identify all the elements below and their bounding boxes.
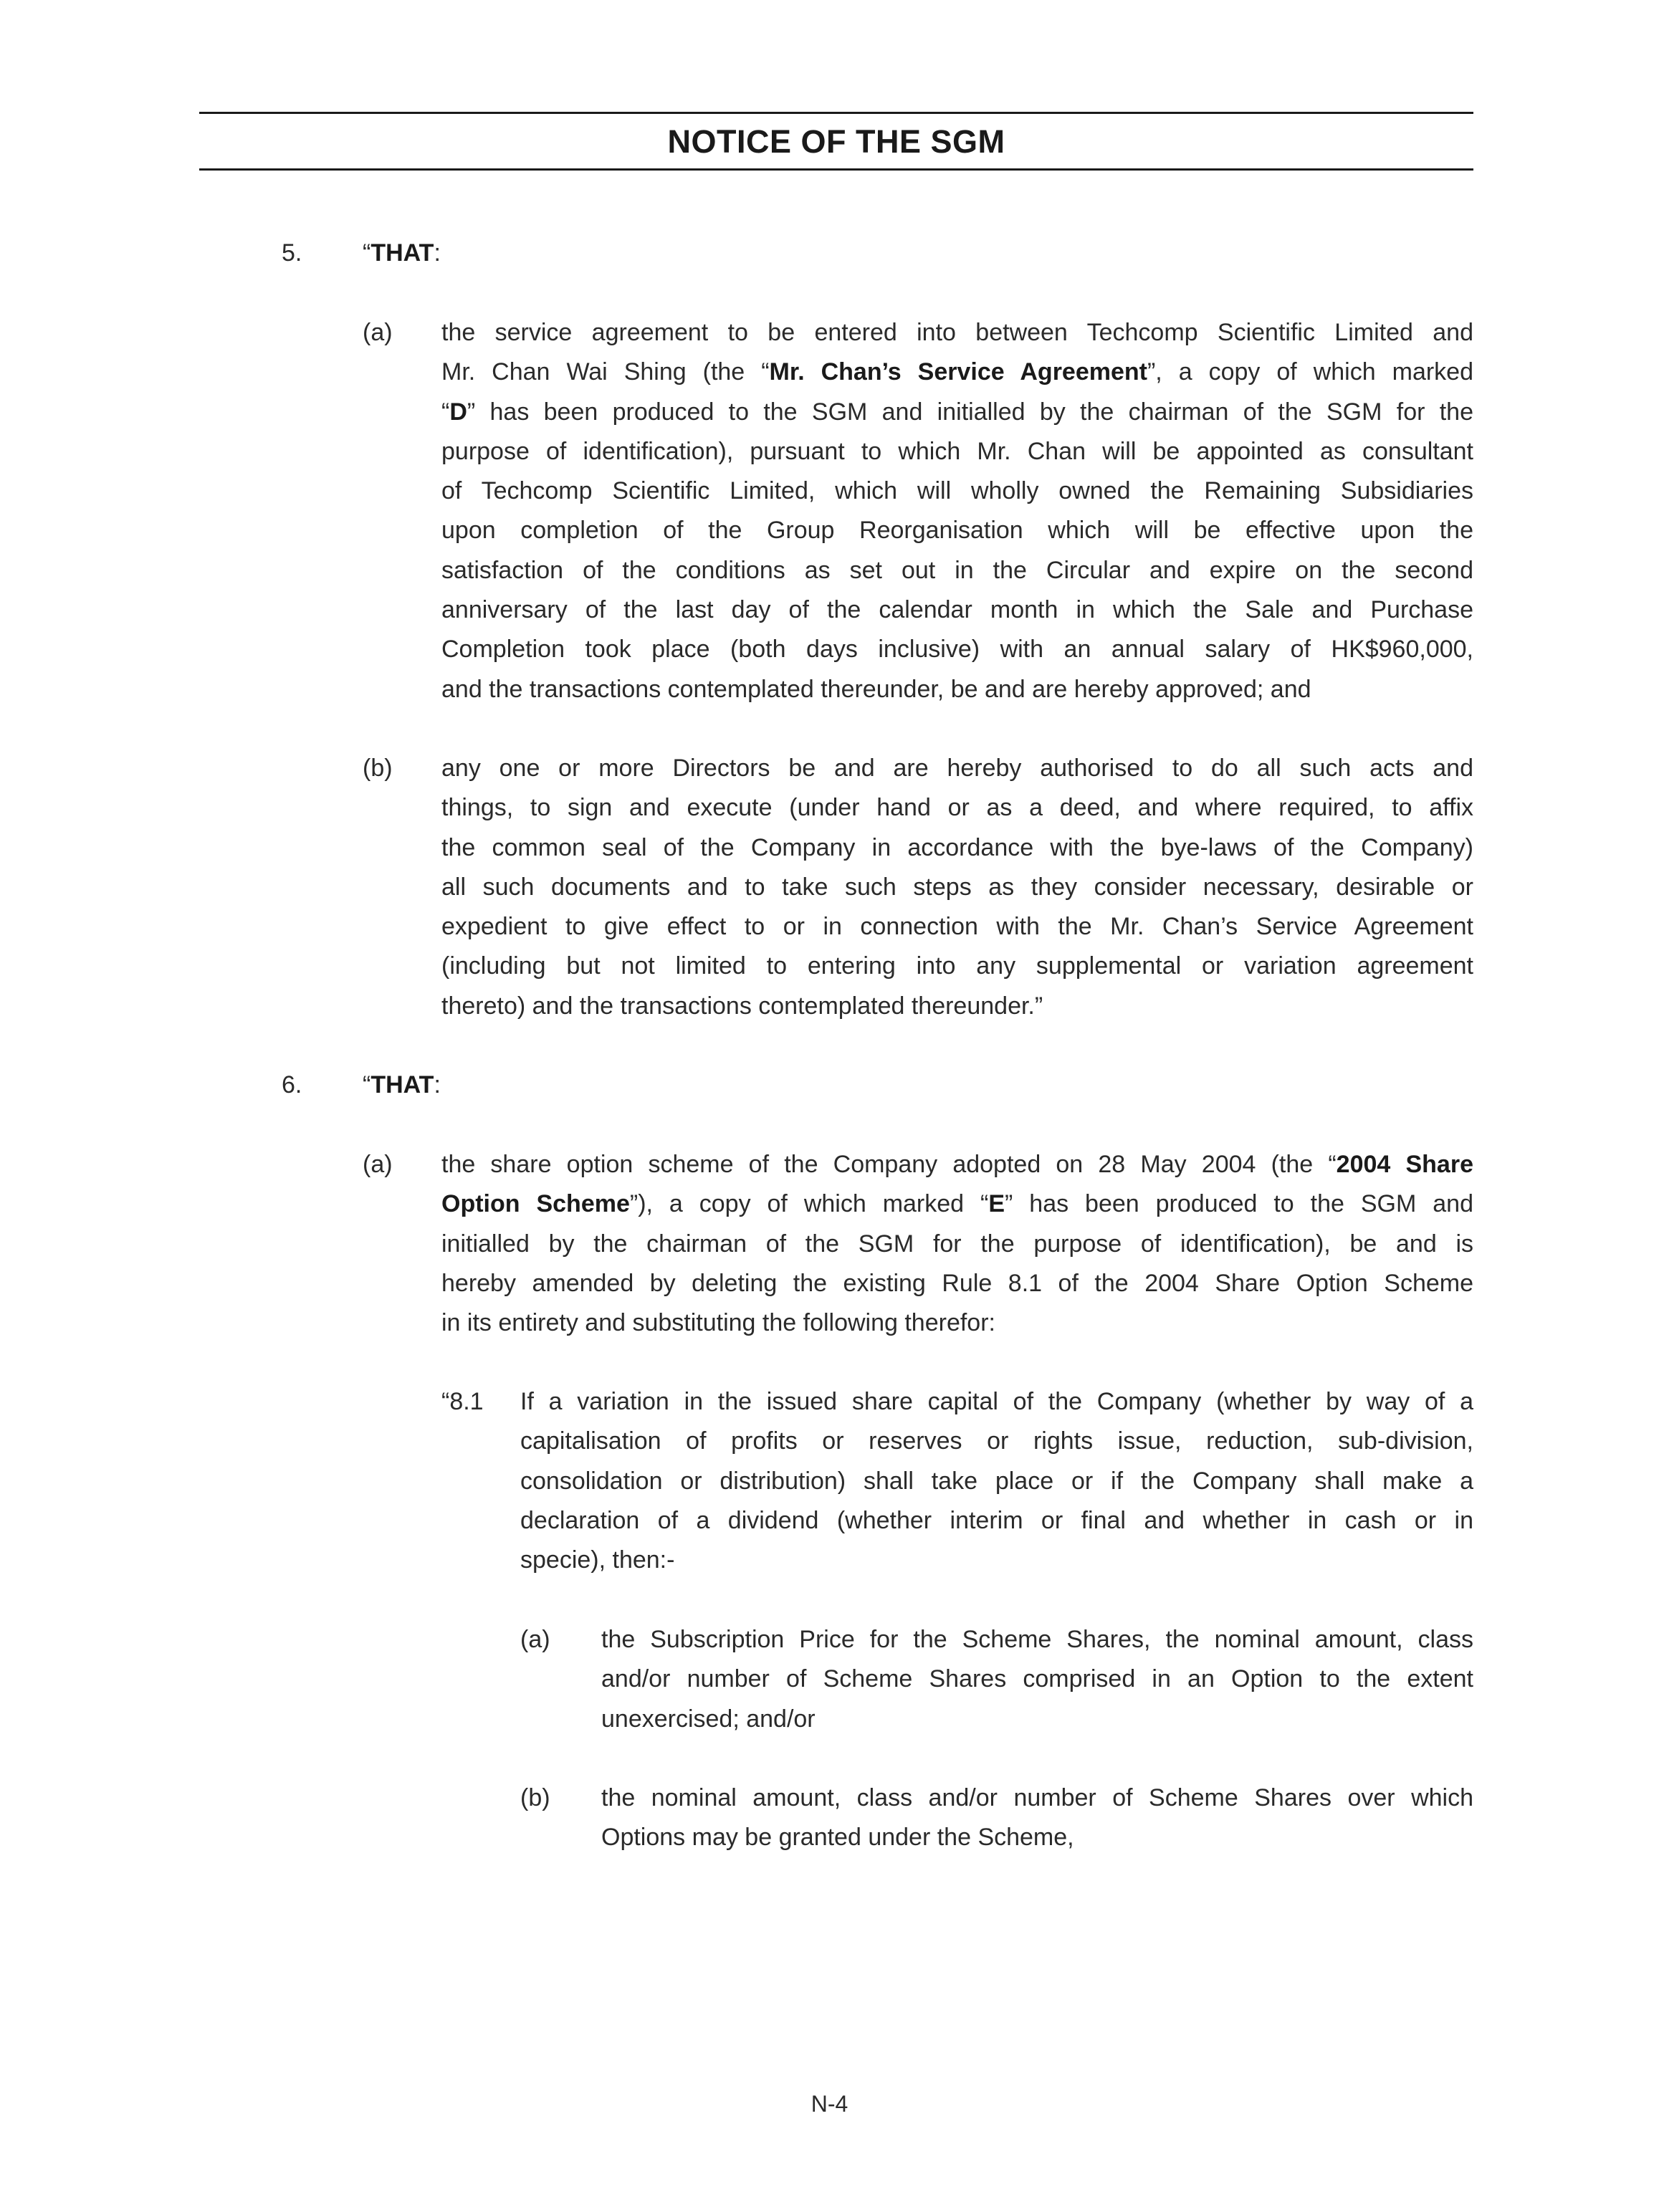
page-number: N-4 bbox=[811, 2091, 848, 2117]
text-line: Options may be granted under the Scheme, bbox=[601, 1824, 1074, 1852]
resolution-6-para-a-text bbox=[441, 1145, 1473, 1343]
text-line: declaration of a dividend (whether interim or final and whether in cash or in bbox=[520, 1506, 1473, 1534]
text-line: upon completion of the Group Reorganisation which will be effective upon the bbox=[441, 517, 1473, 545]
resolution-6-para-a-label: (a) bbox=[363, 1151, 393, 1178]
text-line: consolidation or distribution) shall take place or if the Company shall make a bbox=[520, 1467, 1473, 1495]
text-line: initialled by the chairman of the SGM for the purpose of identification), be and is bbox=[441, 1230, 1473, 1258]
resolution-5-para-a-label: (a) bbox=[363, 319, 393, 346]
text-line: and/or number of Scheme Shares comprised in an Option to the extent bbox=[601, 1665, 1473, 1693]
resolution-6-number: 6. bbox=[282, 1071, 302, 1098]
text-line: anniversary of the last day of the calendar month in which the Sale and Purchase bbox=[441, 596, 1473, 624]
text-line: the share option scheme of the Company adopted on 28 May 2004 (the “2004 Share bbox=[441, 1151, 1473, 1178]
rule-8-1-text bbox=[520, 1382, 1473, 1580]
text-line: “D” has been produced to the SGM and initialled by the chairman of the SGM for the bbox=[441, 398, 1473, 426]
text-line: satisfaction of the conditions as set out in the Circular and expire on the second bbox=[441, 556, 1473, 584]
text-line: purpose of identification), pursuant to which Mr. Chan will be appointed as consultant bbox=[441, 437, 1473, 465]
resolution-6-that: “THAT: bbox=[363, 1071, 441, 1098]
rule-8-1-sub-a-label: (a) bbox=[520, 1626, 550, 1653]
resolution-5-that: “THAT: bbox=[363, 239, 441, 267]
rule-8-1-label: “8.1 bbox=[441, 1388, 484, 1415]
resolution-5-number: 5. bbox=[282, 239, 302, 267]
text-line: thereto) and the transactions contemplated thereunder.” bbox=[441, 992, 1043, 1020]
text-line: (including but not limited to entering into any supplemental or variation agreement bbox=[441, 952, 1473, 980]
rule-8-1-sub-a-text bbox=[601, 1620, 1473, 1739]
text-line: all such documents and to take such steps as they consider necessary, desirable or bbox=[441, 873, 1473, 901]
text-line: hereby amended by deleting the existing Rule 8.1 of the 2004 Share Option Scheme bbox=[441, 1269, 1473, 1297]
text-line: things, to sign and execute (under hand or as a deed, and where required, to affix bbox=[441, 794, 1473, 822]
text-line: Mr. Chan Wai Shing (the “Mr. Chan’s Service Agreement”, a copy of which marked bbox=[441, 358, 1473, 386]
text-line: the nominal amount, class and/or number of Scheme Shares over which bbox=[601, 1784, 1473, 1811]
resolution-5-para-b-text bbox=[441, 749, 1473, 1026]
text-line: any one or more Directors be and are hereby authorised to do all such acts and bbox=[441, 755, 1473, 782]
text-line: If a variation in the issued share capital of the Company (whether by way of a bbox=[520, 1388, 1473, 1415]
rule-8-1-sub-b-text bbox=[601, 1778, 1473, 1858]
rule-8-1-sub-b-label: (b) bbox=[520, 1784, 550, 1811]
resolution-5-para-b-label: (b) bbox=[363, 755, 393, 782]
text-line: Completion took place (both days inclusive) with an annual salary of HK$960,000, bbox=[441, 636, 1473, 664]
text-line: capitalisation of profits or reserves or rights issue, reduction, sub-division, bbox=[520, 1427, 1473, 1455]
text-line: and the transactions contemplated thereunder, be and are hereby approved; and bbox=[441, 675, 1311, 703]
text-line: the service agreement to be entered into between Techcomp Scientific Limited and bbox=[441, 319, 1473, 346]
resolution-5-para-a-text bbox=[441, 313, 1473, 709]
text-line: the common seal of the Company in accordance with the bye-laws of the Company) bbox=[441, 833, 1473, 861]
text-line: expedient to give effect to or in connection with the Mr. Chan’s Service Agreement bbox=[441, 913, 1473, 941]
text-line: unexercised; and/or bbox=[601, 1705, 816, 1733]
text-line: the Subscription Price for the Scheme Shares, the nominal amount, class bbox=[601, 1626, 1473, 1653]
text-line: specie), then:- bbox=[520, 1546, 675, 1574]
text-line: of Techcomp Scientific Limited, which will wholly owned the Remaining Subsidiaries bbox=[441, 477, 1473, 505]
text-line: in its entirety and substituting the following therefor: bbox=[441, 1309, 995, 1337]
header-top-rule bbox=[199, 112, 1473, 114]
page-title: NOTICE OF THE SGM bbox=[667, 123, 1005, 160]
header-bottom-rule bbox=[199, 168, 1473, 171]
text-line: Option Scheme”), a copy of which marked “E” has been produced to the SGM and bbox=[441, 1190, 1473, 1218]
